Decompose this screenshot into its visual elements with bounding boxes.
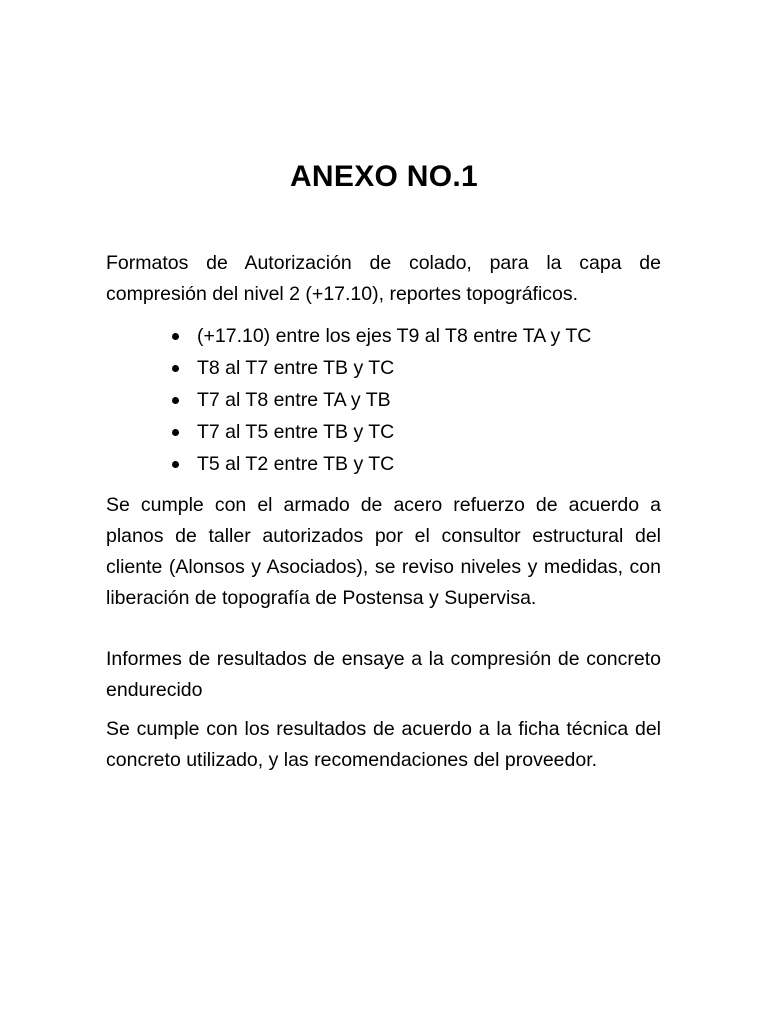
intro-paragraph: Formatos de Autorización de colado, para la capa de compresión del nivel 2 (+17.10), reportes topográficos. [106, 252, 661, 305]
document-body [106, 248, 661, 776]
bullet-icon [172, 461, 179, 468]
list-item [106, 384, 661, 416]
list-item [106, 416, 661, 448]
list-item-text: T7 al T8 entre TA y TB [197, 389, 391, 411]
bullet-icon [172, 429, 179, 436]
list-item-text: (+17.10) entre los ejes T9 al T8 entre TA y TC [197, 325, 592, 347]
compliance-paragraph: Se cumple con el armado de acero refuerzo de acuerdo a planos de taller autorizados por el consultor estructural del cliente (Alonsos y Asociados), se reviso niveles y medidas, con liberación de topografía de Postensa y Supervisa. [106, 494, 661, 609]
list-item [106, 352, 661, 384]
results-paragraph: Se cumple con los resultados de acuerdo a la ficha técnica del concreto utilizado, y las recomendaciones del proveedor. [106, 718, 661, 771]
list-item-text: T8 al T7 entre TB y TC [197, 357, 395, 379]
bullet-icon [172, 333, 179, 340]
bullet-icon [172, 365, 179, 372]
bullet-icon [172, 397, 179, 404]
list-item-text: T5 al T2 entre TB y TC [197, 453, 395, 475]
list-item-text: T7 al T5 entre TB y TC [197, 421, 395, 443]
list-item [106, 448, 661, 480]
test-results-heading: Informes de resultados de ensaye a la compresión de concreto endurecido [106, 648, 661, 701]
bullet-list [106, 320, 661, 480]
list-item [106, 320, 661, 352]
document-title: ANEXO NO.1 [289, 160, 479, 193]
